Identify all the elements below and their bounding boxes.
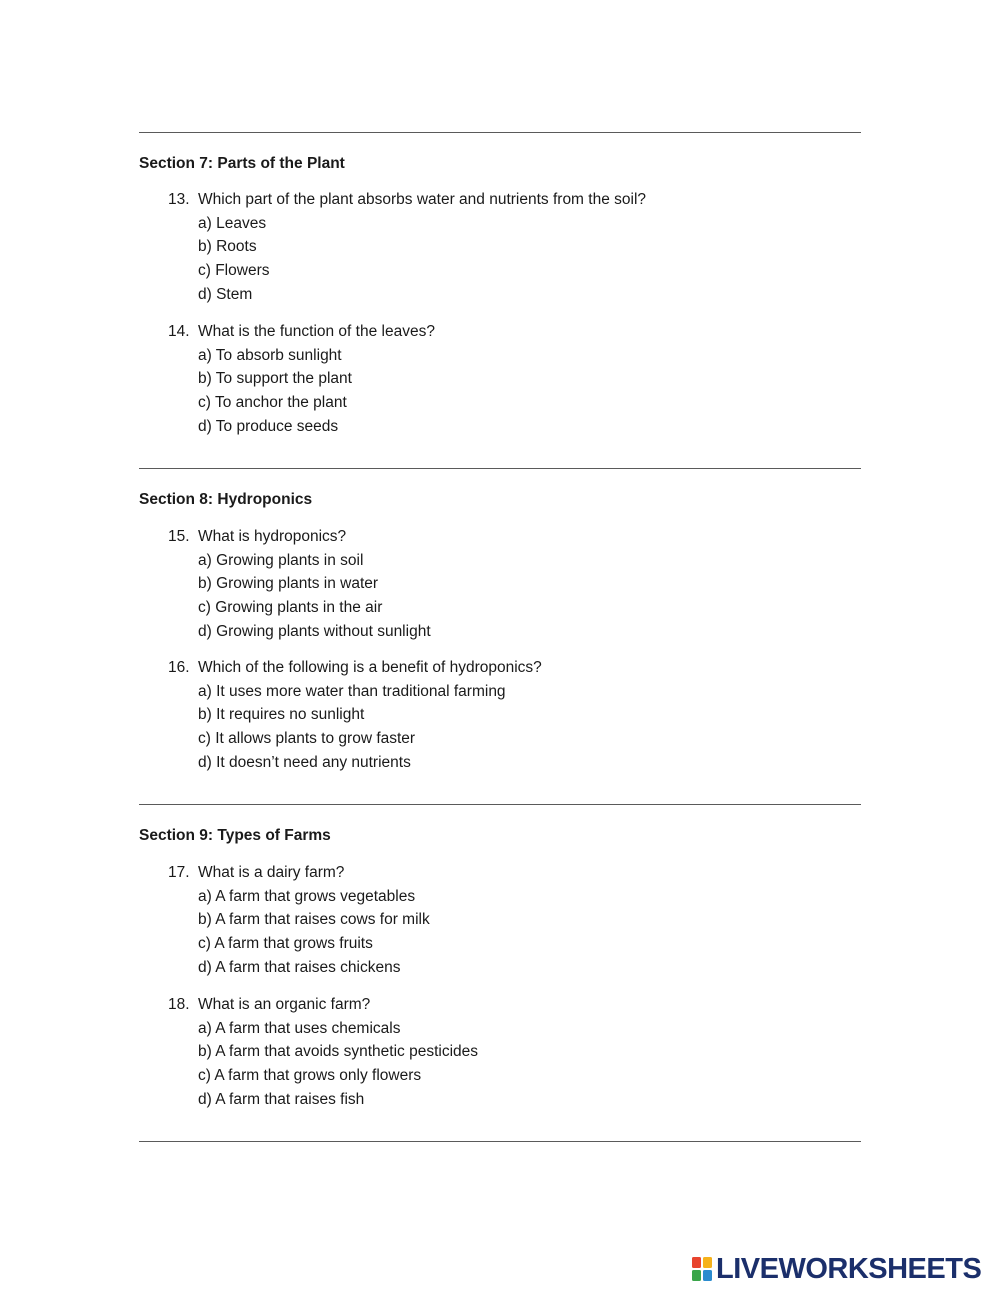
question-text: Which part of the plant absorbs water and nutrients from the soil?	[198, 191, 647, 208]
divider-top	[139, 132, 861, 133]
question-number: 16.	[168, 659, 190, 676]
logo-block-i	[703, 1257, 712, 1268]
question-number: 14.	[168, 323, 190, 340]
option-b[interactable]: b) Growing plants in water	[198, 575, 379, 593]
section-9-title: Section 9: Types of Farms	[139, 827, 331, 844]
option-a[interactable]: a) A farm that grows vegetables	[198, 887, 416, 905]
option-c[interactable]: c) A farm that grows only flowers	[198, 1067, 422, 1085]
question-16	[168, 656, 858, 775]
logo-block-v	[692, 1270, 701, 1281]
option-d[interactable]: d) A farm that raises chickens	[198, 958, 401, 976]
option-c[interactable]: c) Growing plants in the air	[198, 599, 383, 617]
divider-section-8	[139, 468, 861, 469]
question-15	[168, 525, 858, 644]
question-17	[168, 861, 858, 980]
option-c[interactable]: c) A farm that grows fruits	[198, 935, 373, 953]
question-text: What is hydroponics?	[198, 528, 347, 545]
logo-block-e	[703, 1270, 712, 1281]
option-d[interactable]: d) Growing plants without sunlight	[198, 622, 431, 640]
answer-options	[168, 680, 858, 775]
option-a[interactable]: a) Leaves	[198, 214, 267, 232]
question-text: Which of the following is a benefit of hydroponics?	[198, 659, 542, 676]
section-7-title: Section 7: Parts of the Plant	[139, 155, 345, 172]
divider-section-9	[139, 804, 861, 805]
liveworksheets-logo	[691, 1253, 981, 1285]
option-c[interactable]: c) It allows plants to grow faster	[198, 730, 416, 748]
question-18	[168, 993, 858, 1112]
question-13	[168, 188, 858, 307]
logo-text: LIVEWORKSHEETS	[716, 1253, 982, 1285]
logo-block-l	[692, 1257, 701, 1268]
option-b[interactable]: b) A farm that raises cows for milk	[198, 911, 430, 929]
option-b[interactable]: b) It requires no sunlight	[198, 706, 365, 724]
question-number: 18.	[168, 996, 190, 1013]
option-b[interactable]: b) Roots	[198, 238, 257, 256]
answer-options	[168, 212, 858, 307]
option-c[interactable]: c) Flowers	[198, 262, 270, 280]
option-c[interactable]: c) To anchor the plant	[198, 394, 347, 412]
option-a[interactable]: a) To absorb sunlight	[198, 346, 342, 364]
answer-options	[168, 344, 858, 439]
option-d[interactable]: d) A farm that raises fish	[198, 1090, 365, 1108]
option-b[interactable]: b) To support the plant	[198, 370, 352, 388]
question-number: 15.	[168, 528, 190, 545]
question-number: 13.	[168, 191, 190, 208]
option-d[interactable]: d) It doesn’t need any nutrients	[198, 753, 411, 771]
question-14	[168, 320, 858, 439]
answer-options	[168, 1017, 858, 1112]
option-d[interactable]: d) To produce seeds	[198, 417, 339, 435]
question-number: 17.	[168, 864, 190, 881]
answer-options	[168, 549, 858, 644]
logo-mark-icon	[691, 1256, 713, 1282]
answer-options	[168, 885, 858, 980]
section-8-title: Section 8: Hydroponics	[139, 491, 313, 508]
divider-bottom	[139, 1141, 861, 1142]
option-b[interactable]: b) A farm that avoids synthetic pesticides	[198, 1043, 478, 1061]
option-a[interactable]: a) A farm that uses chemicals	[198, 1019, 401, 1037]
question-text: What is the function of the leaves?	[198, 323, 435, 340]
question-text: What is an organic farm?	[198, 996, 371, 1013]
option-a[interactable]: a) It uses more water than traditional farming	[198, 682, 506, 700]
question-text: What is a dairy farm?	[198, 864, 345, 881]
option-a[interactable]: a) Growing plants in soil	[198, 551, 364, 569]
option-d[interactable]: d) Stem	[198, 285, 253, 303]
